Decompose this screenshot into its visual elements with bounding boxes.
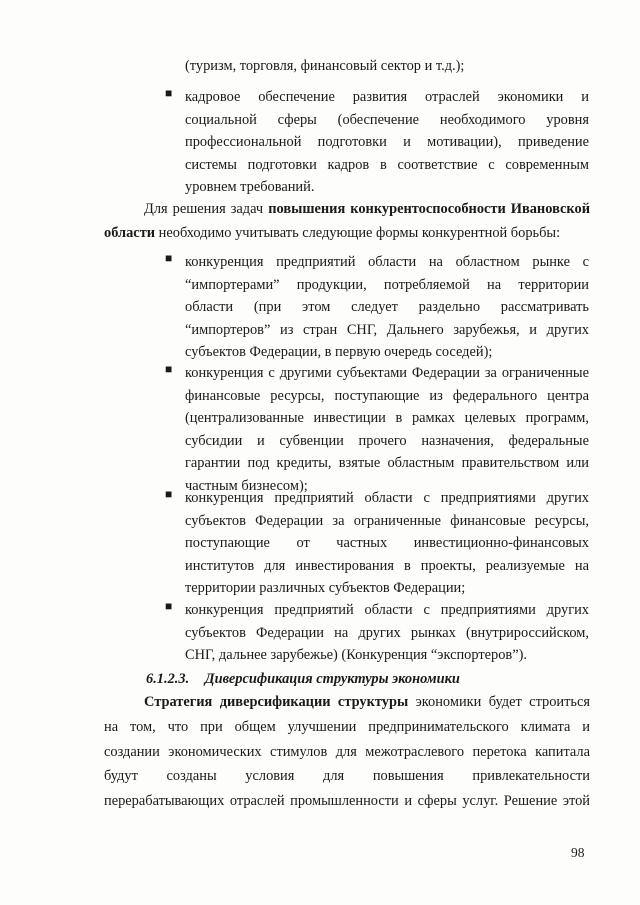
intro-paragraph: Для решения задач повышения конкурентоспособности Ивановской области необходимо учитывать следующие формы конкурентной борьбы:: [104, 201, 590, 241]
bullet-text: кадровое обеспечение развития отраслей экономики и социальной сферы (обеспечение необходимого уровня профессиональной подготовки и мотивации), приведение системы подготовки кадров в соответствие с современным уровнем требований.: [185, 89, 589, 195]
section-heading: [146, 668, 586, 690]
bullet-text: конкуренция предприятий области на областном рынке с “импортерами” продукции, потребляемой на территории области (при этом следует раздельно рассматривать “импортеров” из стран СНГ, Дальнего зарубежья, и других субъектов Федерации, в первую очередь соседей);: [185, 254, 589, 360]
bullet-marker-icon: ■: [165, 251, 173, 265]
bullet-marker-icon: ■: [165, 362, 173, 376]
bullet-marker-icon: ■: [165, 599, 173, 613]
bullet-text: конкуренция предприятий области с предприятиями других субъектов Федерации за ограниченные финансовые ресурсы, поступающие от частных инвестиционно-финансовых институтов для инвестирования в проекты, реализуемые на территории различных субъектов Федерации;: [185, 490, 589, 596]
bullet-item-importers: [165, 251, 595, 366]
section-title: Диверсификация структуры экономики: [204, 671, 460, 687]
bullet-item-private-investment: [165, 487, 595, 602]
bullet-text: конкуренция предприятий области с предприятиями других субъектов Федерации на других рынках (внутрироссийском, СНГ, дальнее зарубежье) (Конкуренция “экспортеров”).: [185, 602, 589, 663]
bullet-marker-icon: ■: [165, 86, 173, 100]
bullet-text: конкуренция с другими субъектами Федерации за ограниченные финансовые ресурсы, поступающие из федерального центра (централизованные инвестиции в рамках целевых программ, субсидии и субвенции прочего назначения, федеральные гарантии под кредиты, взятые областным правительством или частным бизнесом);: [185, 365, 589, 494]
bullet-item-other-markets: [165, 599, 595, 669]
bullet-marker-icon: ■: [165, 487, 173, 501]
bullet-item-federal-resources: [165, 362, 595, 497]
continuation-line: (туризм, торговля, финансовый сектор и т.д.);: [185, 58, 465, 74]
bullet-item-staffing: [165, 86, 595, 201]
page-number: 98: [571, 845, 585, 860]
closing-paragraph: Стратегия диверсификации структуры экономики будет строиться на том, что при общем улучшении предпринимательского климата и создании экономических стимулов для межотраслевого перетока капитала будут созданы условия для повышения привлекательности перерабатывающих отраслей промышленности и сферы услуг. Решение этой: [104, 694, 590, 810]
section-number: 6.1.2.3.: [146, 671, 190, 687]
